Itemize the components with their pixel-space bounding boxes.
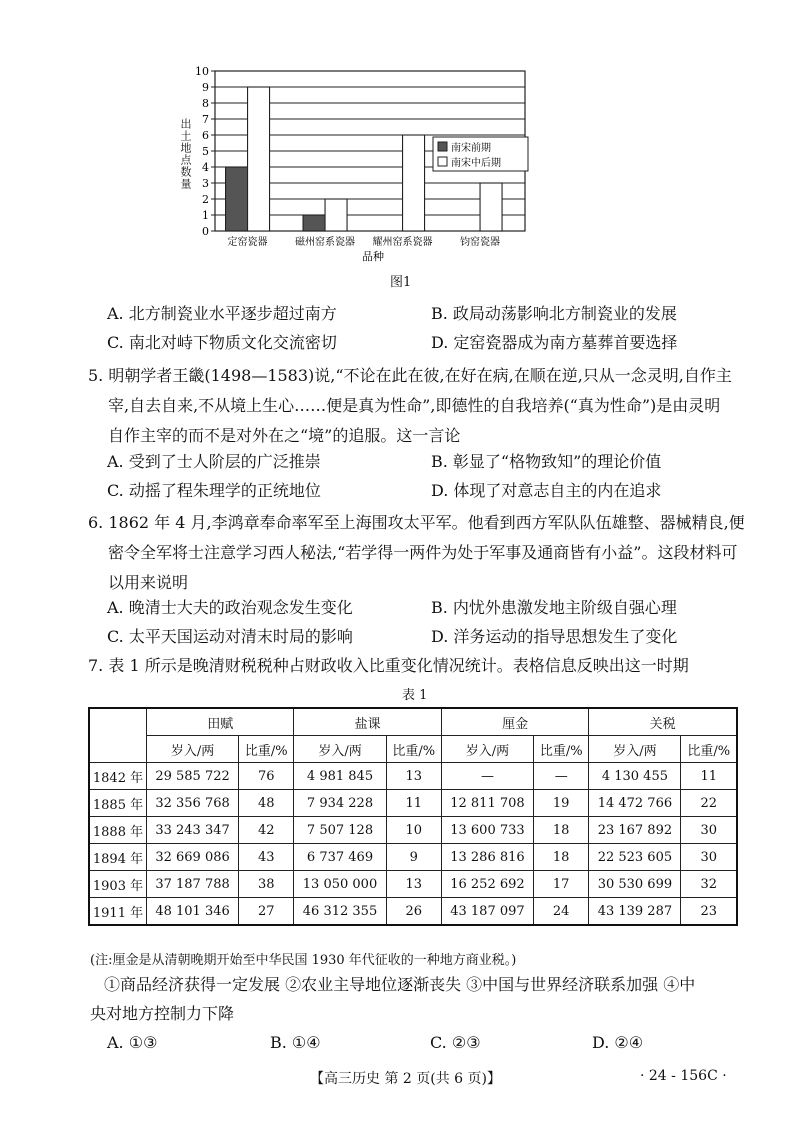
q6-option-d[interactable]: D. 洋务运动的指导思想发生了变化 — [431, 627, 678, 646]
cell-revenue: 16 252 692 — [441, 871, 533, 898]
row-year: 1885 年 — [89, 790, 147, 817]
cell-revenue: 13 286 816 — [441, 844, 533, 871]
q4-option-b[interactable]: B. 政局动荡影响北方制瓷业的发展 — [431, 304, 677, 323]
table-row — [89, 871, 737, 898]
cell-share: 27 — [239, 898, 294, 926]
sub-share: 比重/% — [386, 736, 441, 763]
q7-option-c[interactable]: C. ②③ — [430, 1033, 481, 1052]
bar-chart — [185, 55, 545, 270]
cell-revenue: 13 050 000 — [294, 871, 386, 898]
cell-revenue: 6 737 469 — [294, 844, 386, 871]
cell-share: 13 — [386, 871, 441, 898]
cell-share: 18 — [534, 817, 589, 844]
cell-revenue: 43 139 287 — [589, 898, 681, 926]
row-year: 1903 年 — [89, 871, 147, 898]
cell-share: 24 — [534, 898, 589, 926]
q5-line-3: 自作主宰的而不是对外在之“境”的追服。这一言论 — [108, 426, 461, 445]
q6-option-a[interactable]: A. 晚清士大夫的政治观念发生变化 — [107, 598, 353, 617]
q6-option-b[interactable]: B. 内忧外患激发地主阶级自强心理 — [431, 598, 677, 617]
cell-share: 19 — [534, 790, 589, 817]
cell-share: 10 — [386, 817, 441, 844]
cell-revenue: 43 187 097 — [441, 898, 533, 926]
group-yanke: 盐课 — [294, 708, 441, 736]
q7-stem: 7. 表 1 所示是晚清财税税种占财政收入比重变化情况统计。表格信息反映出这一时期 — [88, 656, 689, 675]
row-year: 1911 年 — [89, 898, 147, 926]
category-label: 定窑瓷器 — [227, 237, 268, 248]
group-guanshui: 关税 — [589, 708, 737, 736]
bar-late-0 — [248, 87, 270, 231]
y-tick-label: 5 — [202, 145, 209, 158]
sub-share: 比重/% — [681, 736, 737, 763]
legend-label: 南宋前期 — [451, 143, 491, 154]
cell-share: 48 — [239, 790, 294, 817]
cell-revenue: 46 312 355 — [294, 898, 386, 926]
y-tick-label: 4 — [202, 161, 209, 174]
cell-share: 9 — [386, 844, 441, 871]
bar-late-1 — [325, 199, 347, 231]
cell-revenue: 29 585 722 — [147, 763, 239, 790]
cell-revenue: 23 167 892 — [589, 817, 681, 844]
cell-revenue: — — [441, 763, 533, 790]
cell-revenue: 7 934 228 — [294, 790, 386, 817]
q4-option-d[interactable]: D. 定窑瓷器成为南方墓葬首要选择 — [431, 333, 678, 352]
q5-option-b[interactable]: B. 彰显了“格物致知”的理论价值 — [431, 452, 662, 471]
q5-option-a[interactable]: A. 受到了士人阶层的广泛推崇 — [107, 452, 321, 471]
category-label: 钧窑瓷器 — [460, 237, 501, 248]
y-tick-label: 7 — [202, 113, 209, 126]
cell-share: 11 — [386, 790, 441, 817]
cell-share: 38 — [239, 871, 294, 898]
paper-code: · 24 - 156C · — [640, 1068, 727, 1084]
x-axis-label: 品种 — [362, 250, 384, 263]
table-row — [89, 763, 737, 790]
cell-revenue: 32 356 768 — [147, 790, 239, 817]
cell-share: 13 — [386, 763, 441, 790]
cell-share: 11 — [681, 763, 737, 790]
y-tick-label: 1 — [202, 209, 209, 222]
row-year: 1842 年 — [89, 763, 147, 790]
table-sub-header — [89, 736, 737, 763]
group-tianfu: 田赋 — [147, 708, 294, 736]
y-tick-label: 8 — [202, 97, 209, 110]
cell-share: 30 — [681, 817, 737, 844]
cell-share: 22 — [681, 790, 737, 817]
chart-legend — [433, 137, 528, 171]
cell-revenue: 32 669 086 — [147, 844, 239, 871]
q5-option-d[interactable]: D. 体现了对意志自主的内在追求 — [431, 481, 662, 500]
sub-revenue: 岁入/两 — [589, 736, 681, 763]
q7-option-b[interactable]: B. ①④ — [270, 1033, 321, 1052]
cell-revenue: 4 981 845 — [294, 763, 386, 790]
cell-share: 42 — [239, 817, 294, 844]
page-footer: 【高三历史 第 2 页(共 6 页)】 — [310, 1071, 501, 1087]
cell-revenue: 14 472 766 — [589, 790, 681, 817]
sub-revenue: 岁入/两 — [294, 736, 386, 763]
row-year: 1888 年 — [89, 817, 147, 844]
table-row — [89, 817, 737, 844]
figure-caption: 图1 — [390, 275, 412, 290]
q7-statements-2: 央对地方控制力下降 — [90, 1004, 235, 1023]
chart-ticks — [195, 65, 215, 238]
q4-option-c[interactable]: C. 南北对峙下物质文化交流密切 — [107, 333, 337, 352]
q6-stem — [88, 508, 748, 598]
cell-revenue: 37 187 788 — [147, 871, 239, 898]
cell-revenue: 13 600 733 — [441, 817, 533, 844]
q5-line-2: 宰,自去自来,不从境上生心……便是真为性命”,即德性的自我培养(“真为性命”)是由灵明 — [108, 396, 721, 415]
y-tick-label: 9 — [202, 81, 209, 94]
table-title: 表 1 — [402, 688, 428, 703]
table-corner — [89, 708, 147, 763]
chart-categories — [228, 235, 501, 248]
y-tick-label: 0 — [202, 225, 209, 238]
bar-early-0 — [226, 167, 248, 231]
category-label: 耀州窑系瓷器 — [372, 237, 433, 248]
legend-label: 南宋中后期 — [451, 158, 501, 169]
cell-share: — — [534, 763, 589, 790]
legend-swatch — [438, 142, 447, 151]
q7-option-a[interactable]: A. ①③ — [107, 1033, 158, 1052]
group-lijin: 厘金 — [441, 708, 588, 736]
sub-share: 比重/% — [239, 736, 294, 763]
q5-stem — [88, 361, 748, 451]
tax-table — [88, 707, 738, 926]
table-row — [89, 790, 737, 817]
cell-revenue: 33 243 347 — [147, 817, 239, 844]
category-label: 磁州窑系瓷器 — [295, 237, 356, 248]
y-tick-label: 3 — [202, 177, 209, 190]
cell-revenue: 4 130 455 — [589, 763, 681, 790]
y-axis-label: 出土地点数量 — [179, 118, 192, 190]
cell-revenue: 30 530 699 — [589, 871, 681, 898]
cell-revenue: 7 507 128 — [294, 817, 386, 844]
row-year: 1894 年 — [89, 844, 147, 871]
cell-share: 26 — [386, 898, 441, 926]
q5-line-1: 5. 明朝学者王畿(1498—1583)说,“不论在此在彼,在好在病,在顺在逆,只从一念灵明,自作主 — [88, 366, 732, 385]
cell-share: 76 — [239, 763, 294, 790]
cell-revenue: 48 101 346 — [147, 898, 239, 926]
cell-share: 32 — [681, 871, 737, 898]
q7-statements-1: ①商品经济获得一定发展 ②农业主导地位逐渐丧失 ③中国与世界经济联系加强 ④中 — [104, 975, 696, 994]
table-note: (注:厘金是从清朝晚期开始至中华民国 1930 年代征收的一种地方商业税。) — [90, 953, 517, 968]
cell-share: 17 — [534, 871, 589, 898]
sub-share: 比重/% — [534, 736, 589, 763]
q6-option-c[interactable]: C. 太平天国运动对清末时局的影响 — [107, 627, 353, 646]
y-tick-label: 10 — [195, 65, 209, 78]
cell-revenue: 22 523 605 — [589, 844, 681, 871]
y-tick-label: 6 — [202, 129, 209, 142]
table-row — [89, 898, 737, 926]
legend-swatch — [438, 157, 447, 166]
q6-line-2: 密令全军将士注意学习西人秘法,“若学得一两件为处于军事及通商皆有小益”。这段材料可 — [108, 543, 738, 562]
q7-option-d[interactable]: D. ②④ — [592, 1033, 644, 1052]
bar-late-3 — [480, 183, 502, 231]
bar-late-2 — [403, 135, 425, 231]
cell-share: 18 — [534, 844, 589, 871]
table-group-header — [89, 708, 737, 736]
q4-option-a[interactable]: A. 北方制瓷业水平逐步超过南方 — [107, 304, 337, 323]
sub-revenue: 岁入/两 — [441, 736, 533, 763]
cell-share: 43 — [239, 844, 294, 871]
q6-line-3: 以用来说明 — [108, 573, 189, 592]
cell-share: 23 — [681, 898, 737, 926]
cell-revenue: 12 811 708 — [441, 790, 533, 817]
q5-option-c[interactable]: C. 动摇了程朱理学的正统地位 — [107, 481, 321, 500]
table-row — [89, 844, 737, 871]
y-tick-label: 2 — [202, 193, 209, 206]
sub-revenue: 岁入/两 — [147, 736, 239, 763]
cell-share: 30 — [681, 844, 737, 871]
bar-early-1 — [303, 215, 325, 231]
q6-line-1: 6. 1862 年 4 月,李鸿章奉命率军至上海围攻太平军。他看到西方军队队伍雄整、器械精良,便 — [88, 513, 745, 532]
